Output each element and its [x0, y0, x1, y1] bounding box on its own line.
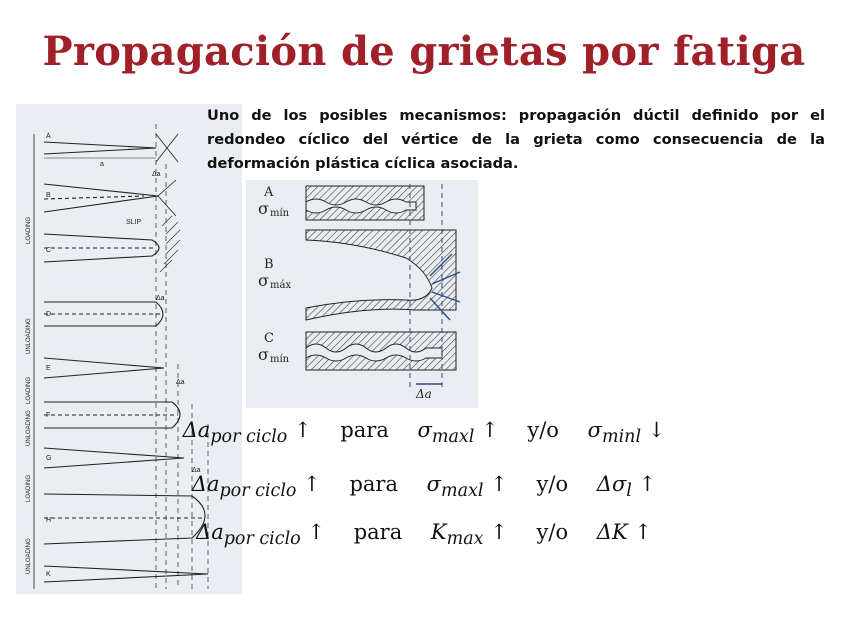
- side-label-loading-3: LOADING: [26, 474, 32, 502]
- side-label-unloading-1: UNLOADING: [26, 318, 32, 354]
- equation-1: [0, 418, 848, 447]
- slip-label: SLIP: [126, 219, 142, 226]
- eq3-conj: y/o: [536, 520, 569, 544]
- mechanism-description: Uno de los posibles mecanismos: propagación dúctil definido por el redondeo cíclico del vértice de la grieta como consecuencia de la deformación plástica cíclica asociada.: [207, 107, 825, 172]
- eq1-term2-sub: minl: [601, 427, 642, 448]
- label-a-sub: mín: [270, 208, 290, 219]
- stage-letter-h: H: [46, 517, 52, 524]
- eq3-term1: K: [430, 520, 447, 544]
- label-a-sigma: σ: [258, 199, 269, 218]
- stage-letter-g: G: [46, 455, 52, 462]
- slide-title: Propagación de grietas por fatiga: [42, 28, 806, 75]
- label-b-sigma: σ: [258, 271, 269, 290]
- label-a-letter: A: [264, 185, 274, 200]
- equation-3: [0, 520, 848, 549]
- eq2-lhs: Δa: [191, 472, 220, 496]
- delta-a-label-4: Δa: [192, 467, 201, 474]
- delta-a-label-1: Δa: [152, 171, 161, 178]
- eq2-conj: y/o: [536, 472, 569, 496]
- label-b-letter: B: [264, 257, 274, 272]
- crack-length-label: a: [100, 161, 104, 168]
- eq2-term2-sub: l: [626, 481, 632, 502]
- eq3-lhs-sub: por ciclo: [223, 529, 301, 550]
- eq2-arrow-1: ↑: [303, 472, 321, 496]
- crack-profile-a: [44, 142, 156, 154]
- crack-a: [306, 199, 416, 213]
- stage-letter-f: F: [46, 412, 51, 419]
- eq1-arrow-1: ↑: [294, 418, 312, 442]
- eq2-term2: Δσ: [596, 472, 627, 496]
- stage-letter-c: C: [46, 247, 52, 254]
- crack-profile-k: [44, 566, 208, 582]
- eq3-arrow-3: ↑: [634, 520, 652, 544]
- delta-a-label-2: Δa: [156, 295, 165, 302]
- crack-profile-e: [44, 358, 164, 378]
- delta-a-label-3: Δa: [176, 379, 185, 386]
- stage-letter-e: E: [46, 365, 51, 372]
- eq1-term2: σ: [587, 418, 602, 442]
- crack-profile-g: [44, 448, 184, 468]
- eq1-arrow-2: ↑: [481, 418, 499, 442]
- eq1-conj: y/o: [527, 418, 559, 442]
- stage-letter-k: K: [46, 571, 51, 578]
- specimen-b: [306, 230, 456, 320]
- eq3-word: para: [353, 520, 403, 544]
- eq1-lhs: Δa: [182, 418, 211, 442]
- crack-tip-blunting-svg: [246, 180, 478, 408]
- label-c-sigma: σ: [258, 345, 269, 364]
- label-c-sub: mín: [270, 354, 290, 365]
- eq1-word: para: [340, 418, 389, 442]
- eq1-arrow-3: ↓: [647, 418, 666, 442]
- side-label-loading-2: LOADING: [26, 376, 32, 404]
- eq1-lhs-sub: por ciclo: [210, 427, 288, 448]
- eq3-term2: ΔK: [596, 520, 628, 544]
- stage-letter-b: B: [46, 192, 51, 199]
- eq2-term1: σ: [426, 472, 442, 496]
- eq1-term1: σ: [417, 418, 432, 442]
- label-c-letter: C: [264, 331, 274, 346]
- stage-letter-a: A: [46, 133, 51, 140]
- side-label-unloading-2: UNLOADING: [26, 410, 32, 446]
- crack-tip-blunting-diagram: [246, 180, 478, 408]
- eq2-arrow-3: ↑: [638, 472, 657, 496]
- eq2-lhs-sub: por ciclo: [219, 481, 297, 502]
- eq2-term1-sub: maxl: [441, 481, 484, 502]
- label-b-sub: máx: [270, 280, 292, 291]
- side-label-unloading-3: UNLOADING: [26, 538, 32, 574]
- eq2-arrow-2: ↑: [490, 472, 508, 496]
- stage-letter-d: D: [46, 311, 52, 318]
- eq3-term1-sub: max: [446, 529, 484, 550]
- right-delta-a-label: Δa: [416, 387, 432, 401]
- eq2-word: para: [349, 472, 398, 496]
- eq3-arrow-1: ↑: [307, 520, 326, 544]
- eq3-arrow-2: ↑: [490, 520, 508, 544]
- eq1-term1-sub: maxl: [431, 427, 475, 448]
- equation-2: [0, 472, 848, 501]
- eq3-lhs: Δa: [196, 520, 224, 544]
- side-label-loading-1: LOADING: [26, 216, 32, 244]
